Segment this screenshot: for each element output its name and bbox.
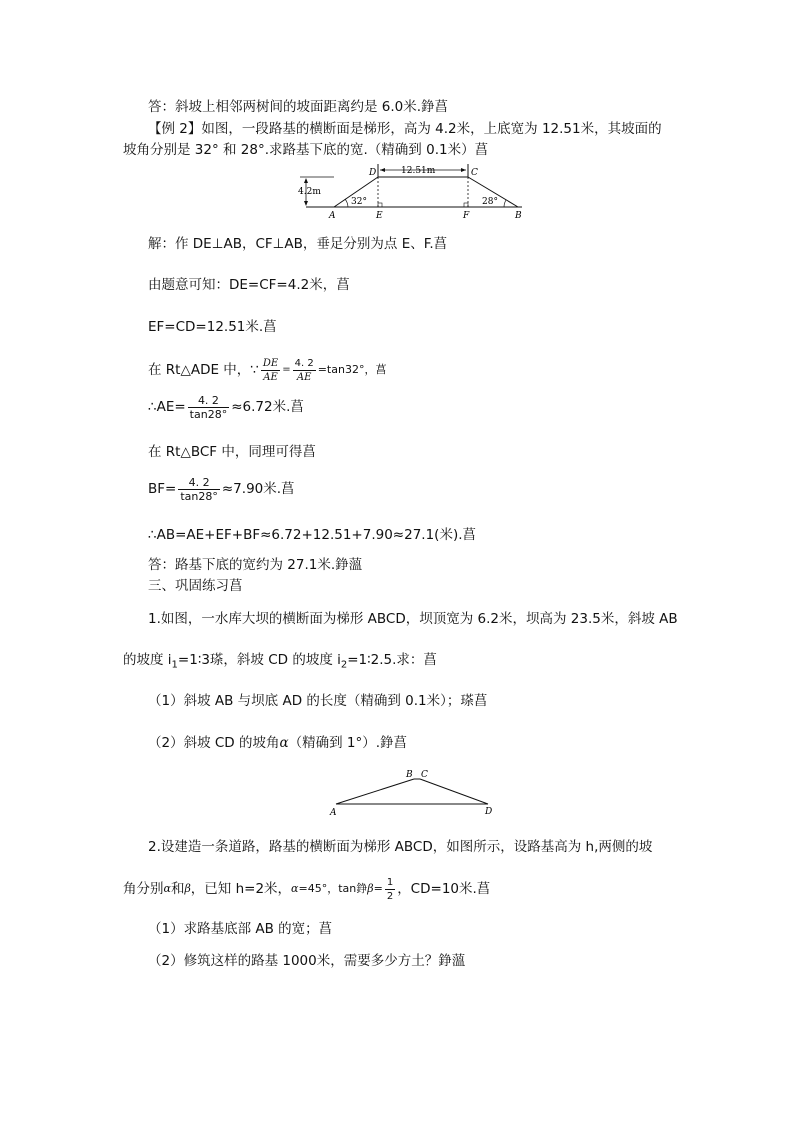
exercise1-q2-pre: （2）斜坡 CD 的坡角	[148, 735, 280, 751]
figure1-top-label: 12.51m	[401, 166, 436, 176]
equals-sign: =	[282, 364, 291, 375]
exercise1-q2-post: （精确到 1°）.錚菖	[288, 735, 408, 751]
figure1-point-d: D	[369, 168, 377, 178]
beta-symbol: β	[184, 882, 191, 895]
solution-line-7-pre: BF=	[148, 481, 177, 497]
solution-line-3: EF=CD=12.51米.菖	[148, 319, 277, 335]
fraction-den: tan28°	[180, 489, 218, 503]
fraction-de-ae	[261, 357, 280, 384]
figure2-point-c: C	[421, 770, 428, 780]
figure1-point-a: A	[329, 211, 336, 221]
fraction-den: AE	[296, 371, 312, 383]
solution-line-4-post: =tan32°，菖	[317, 363, 387, 376]
section-3-heading: 三、巩固练习菖	[148, 578, 243, 594]
example2-line-a	[148, 120, 662, 138]
solution-line-8: ∴AB=AE+EF+BF≈6.72+12.51+7.90≈27.1(米).菖	[148, 527, 477, 543]
solution-line-7	[148, 470, 295, 508]
solution-line-1: 解：作 DE⊥AB，CF⊥AB，垂足分别为点 E、F.菖	[148, 236, 448, 252]
exercise1-line-a: 1.如图，一水库大坝的横断面为梯形 ABCD，坝顶宽为 6.2米，坝高为 23.5米，斜坡 AB	[148, 611, 678, 627]
beta-symbol: β	[367, 882, 374, 895]
figure2-side-ab	[336, 779, 414, 804]
fraction-42-ae	[293, 357, 316, 384]
exercise1-b-mid: =1∶3瑹，斜坡 CD 的坡度 i	[177, 652, 341, 668]
exercise2-b-mid1: ，已知 h=2米，	[190, 881, 292, 897]
alpha-symbol: α	[279, 735, 289, 751]
exercise1-b-pre: 的坡度 i	[123, 652, 172, 668]
exercise1-line-b	[123, 651, 437, 675]
solution-line-6: 在 Rt△BCF 中，同理可得菖	[148, 444, 316, 460]
alpha-symbol: α	[163, 882, 171, 895]
exercise2-line-b	[123, 870, 490, 908]
exercise2-question-1: （1）求路基底部 AB 的宽；菖	[148, 921, 333, 937]
fraction-num: 4. 2	[178, 476, 220, 490]
fraction-den: 2	[386, 890, 394, 902]
example2-label: 【例 2】	[148, 121, 202, 137]
fraction-num: 4. 2	[294, 357, 314, 369]
figure-dam-trapezoid	[326, 766, 506, 816]
figure-trapezoid-road	[296, 160, 556, 222]
fraction-one-half	[385, 876, 395, 903]
exercise2-b-pre: 角分别	[123, 881, 164, 897]
fraction-bf	[178, 476, 220, 503]
solution-line-5-pre: ∴AE=	[148, 399, 186, 415]
fraction-num: DE	[262, 357, 279, 369]
figure1-point-b: B	[515, 211, 522, 221]
exercise1-b-post: =1∶2.5.求：菖	[347, 652, 437, 668]
fraction-ae	[188, 394, 230, 421]
solution-line-7-post: ≈7.90米.菖	[221, 481, 295, 497]
figure1-angle-right: 28°	[482, 197, 498, 207]
solution-line-2: 由题意可知：DE=CF=4.2米，菖	[148, 277, 350, 293]
solution-line-5-post: ≈6.72米.菖	[231, 399, 304, 415]
example2-text-a: 如图，一段路基的横断面是梯形，高为 4.2米，上底宽为 12.51米，其坡面的	[201, 121, 662, 137]
fraction-num: 1	[386, 876, 394, 888]
example2-line-b: 坡角分别是 32° 和 28°.求路基下底的宽.（精确到 0.1米）菖	[123, 142, 489, 158]
fraction-num: 4. 2	[188, 394, 230, 408]
figure1-point-c: C	[471, 168, 478, 178]
solution-line-5	[148, 388, 304, 426]
exercise1-question-2	[148, 734, 407, 752]
fraction-den: tan28°	[189, 407, 228, 421]
exercise2-question-2: （2）修筑这样的路基 1000米，需要多少方土？錚薀	[148, 953, 466, 969]
subscript-2: 2	[340, 659, 348, 671]
exercise2-b-mid2: =45°，tan錚	[298, 882, 368, 895]
figure1-point-e: E	[376, 211, 383, 221]
figure1-angle-left: 32°	[351, 197, 367, 207]
subscript-1: 1	[171, 659, 178, 671]
solution-line-4	[148, 352, 386, 388]
fraction-den: AE	[263, 371, 278, 383]
exercise2-line-a: 2.设建造一条道路，路基的横断面为梯形 ABCD，如图所示，设路基高为 h,两侧的坡	[148, 839, 653, 855]
answer-line-1: 答：斜坡上相邻两树间的坡面距离约是 6.0米.錚菖	[148, 99, 449, 115]
answer-line-2: 答：路基下底的宽约为 27.1米.錚薀	[148, 557, 363, 573]
figure1-height-label: 4.2m	[298, 187, 321, 197]
solution-line-4-pre: 在 Rt△ADE 中，∵	[148, 362, 259, 378]
figure2-side-cd	[420, 779, 488, 804]
figure2-point-b: B	[406, 770, 413, 780]
exercise2-b-and: 和	[170, 881, 185, 897]
figure2-point-d: D	[485, 807, 493, 816]
exercise1-question-1: （1）斜坡 AB 与坝底 AD 的长度（精确到 0.1米）；瑹菖	[148, 693, 488, 709]
figure2-point-a: A	[330, 808, 337, 816]
alpha-symbol: α	[291, 882, 299, 895]
exercise2-b-post: ，CD=10米.菖	[397, 881, 491, 897]
equals-sign: =	[373, 882, 383, 895]
figure1-point-f: F	[463, 211, 470, 221]
